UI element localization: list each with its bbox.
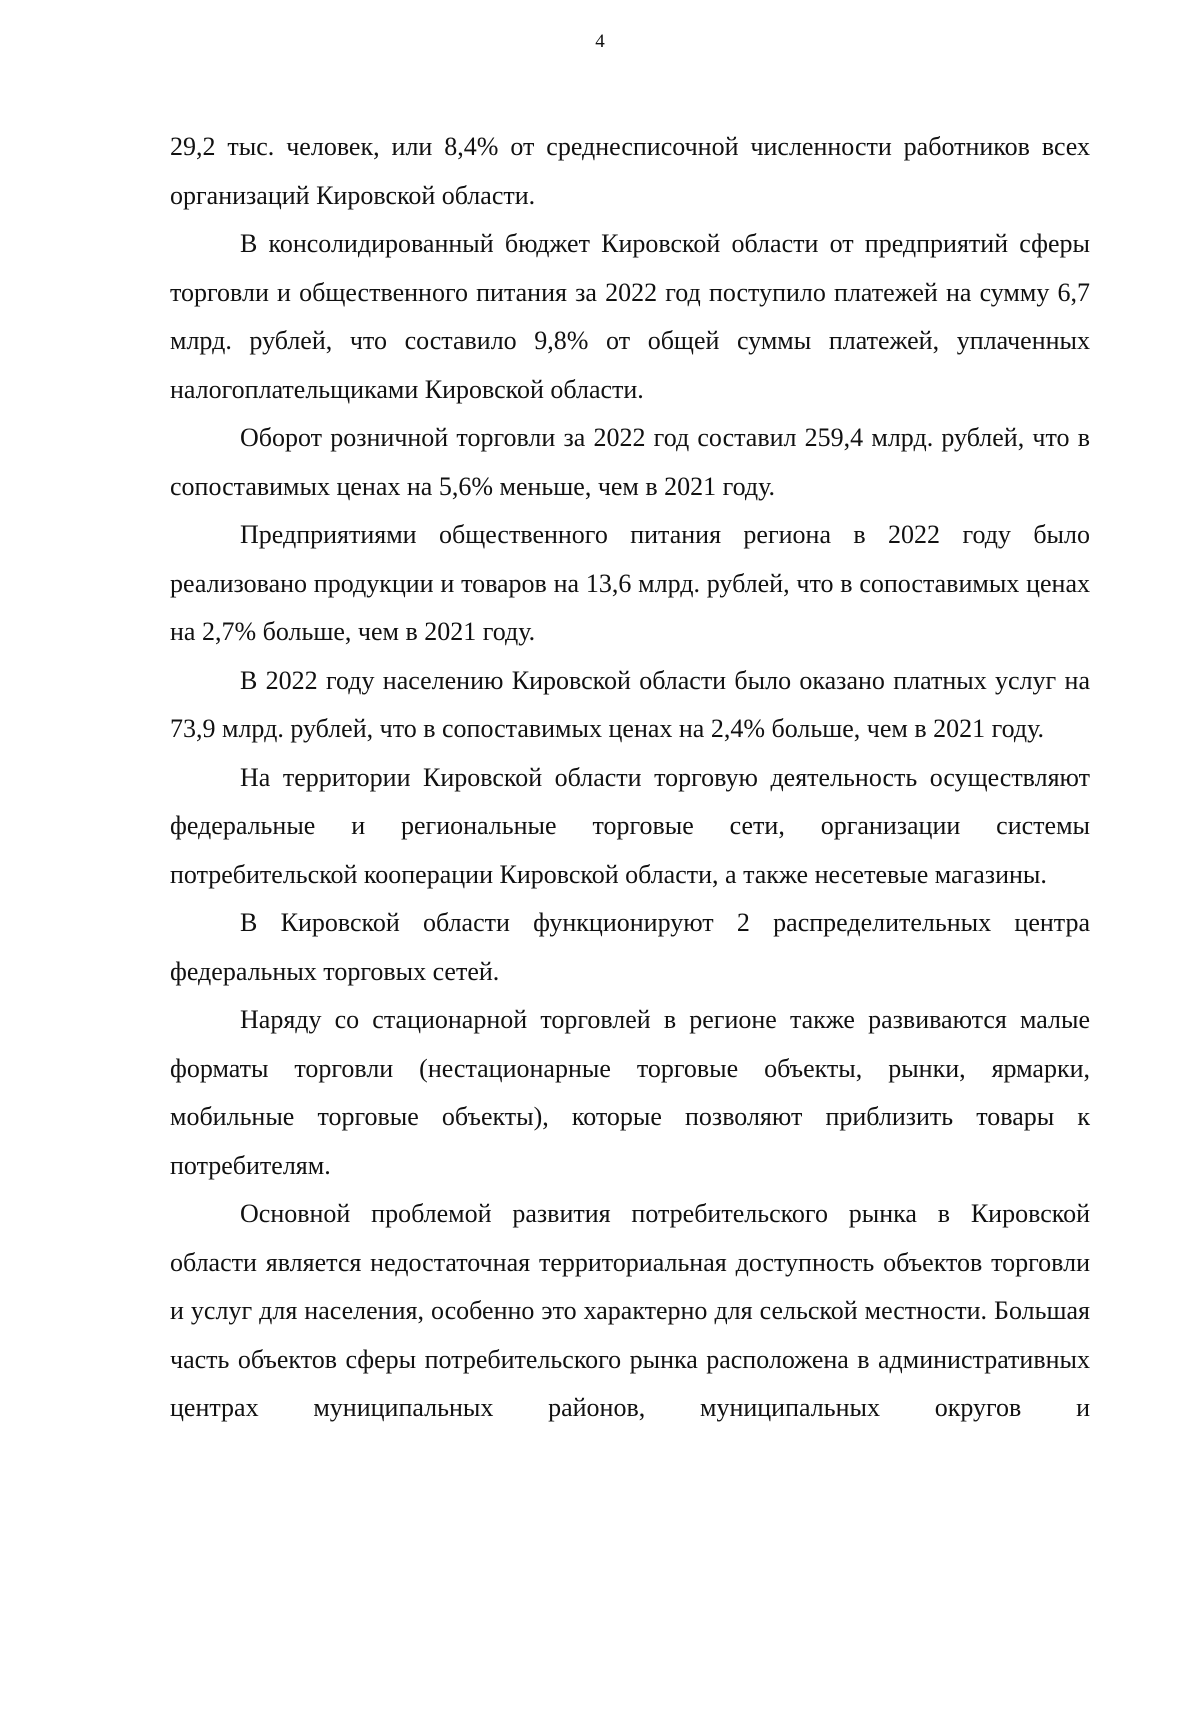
paragraph-small-formats: Наряду со стационарной торговлей в регионе также развиваются малые форматы торговли (нестационарные торговые объекты, рынки, ярмарки, мобильные торговые объекты), которые позволяют приблизить товары к потребителям. — [170, 1005, 1090, 1180]
paragraph-trade-networks: На территории Кировской области торговую деятельность осуществляют федеральные и региональные торговые сети, организации системы потребительской кооперации Кировской области, а также несетевые магазины. — [170, 762, 1090, 889]
paragraph-retail-turnover: Оборот розничной торговли за 2022 год составил 259,4 млрд. рублей, что в сопоставимых ценах на 5,6% меньше, чем в 2021 году. — [170, 423, 1090, 501]
paragraph-catering: Предприятиями общественного питания региона в 2022 году было реализовано продукции и товаров на 13,6 млрд. рублей, что в сопоставимых ценах на 2,7% больше, чем в 2021 году. — [170, 520, 1090, 646]
paragraph-main-problem: Основной проблемой развития потребительского рынка в Кировской области является недостаточная территориальная доступность объектов торговли и услуг для населения, особенно это характерно для сельской местности. Большая часть объектов сферы потребительского рынка расположена в административных центрах муниципальных районов, муниципальных округов и — [170, 1199, 1090, 1422]
paragraph-distribution-centers: В Кировской области функционируют 2 распределительных центра федеральных торговых сетей. — [170, 908, 1090, 986]
paragraph-employment: 29,2 тыс. человек, или 8,4% от среднесписочной численности работников всех организаций Кировской области. — [170, 132, 1090, 210]
document-body — [170, 123, 1090, 1433]
paragraph-budget: В консолидированный бюджет Кировской области от предприятий сферы торговли и общественного питания за 2022 год поступило платежей на сумму 6,7 млрд. рублей, что составило 9,8% от общей суммы платежей, уплаченных налогоплательщиками Кировской области. — [170, 229, 1090, 404]
page-number: 4 — [595, 31, 605, 52]
paragraph-paid-services: В 2022 году населению Кировской области было оказано платных услуг на 73,9 млрд. рублей, что в сопоставимых ценах на 2,4% больше, чем в 2021 году. — [170, 665, 1090, 743]
